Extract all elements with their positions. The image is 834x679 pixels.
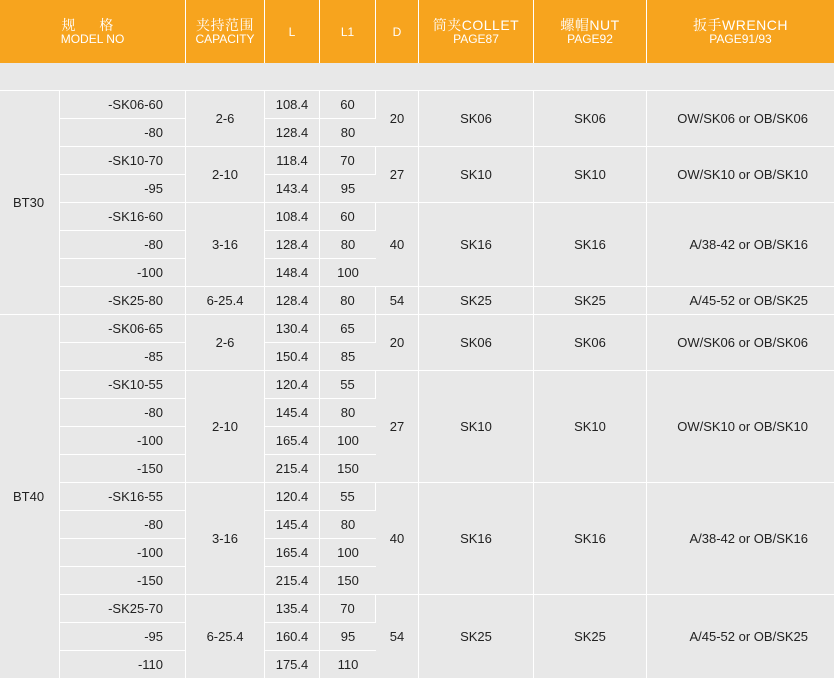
wrench-cell: OW/SK10 or OB/SK10: [647, 147, 834, 203]
l1-cell: 80: [320, 231, 376, 259]
l-cell: 143.4: [265, 175, 320, 203]
model-cell: -150: [60, 567, 186, 595]
l-cell: 148.4: [265, 259, 320, 287]
capacity-cell: 2-10: [186, 147, 265, 203]
model-cell: -150: [60, 455, 186, 483]
d-cell: 27: [376, 371, 419, 483]
capacity-cell: 3-16: [186, 203, 265, 287]
model-cell: -80: [60, 511, 186, 539]
holder-group-cell: BT40: [0, 315, 60, 679]
l1-cell: 80: [320, 511, 376, 539]
nut-cell: SK10: [534, 371, 647, 483]
l1-cell: 100: [320, 259, 376, 287]
table-row: [0, 91, 834, 119]
l1-cell: 80: [320, 119, 376, 147]
table-row: [0, 595, 834, 623]
header-row: [0, 0, 834, 63]
l1-cell: 60: [320, 203, 376, 231]
collet-cell: SK06: [419, 315, 534, 371]
collet-cell: SK16: [419, 203, 534, 287]
d-cell: 54: [376, 287, 419, 315]
model-cell: -SK16-60: [60, 203, 186, 231]
model-header: [0, 0, 186, 63]
l-header: [265, 0, 320, 63]
header-gap: [0, 63, 834, 91]
l-cell: 120.4: [265, 371, 320, 399]
l-header-label: L: [288, 24, 296, 39]
d-cell: 54: [376, 595, 419, 679]
model-cell: -SK25-70: [60, 595, 186, 623]
model-cell: -100: [60, 427, 186, 455]
model-cell: -SK25-80: [60, 287, 186, 315]
l1-cell: 80: [320, 399, 376, 427]
table-body: [0, 91, 834, 679]
nut-header: [534, 0, 647, 63]
model-cell: -100: [60, 259, 186, 287]
nut-header-cn: 螺帽NUT: [560, 16, 620, 33]
l1-cell: 65: [320, 315, 376, 343]
l1-cell: 70: [320, 147, 376, 175]
l-cell: 145.4: [265, 399, 320, 427]
l1-cell: 100: [320, 539, 376, 567]
model-cell: -95: [60, 175, 186, 203]
collet-header-en: PAGE87: [453, 31, 499, 46]
capacity-cell: 2-6: [186, 315, 265, 371]
d-cell: 27: [376, 147, 419, 203]
nut-header-en: PAGE92: [567, 31, 613, 46]
d-header: [376, 0, 419, 63]
d-cell: 20: [376, 315, 419, 371]
capacity-cell: 3-16: [186, 483, 265, 595]
l1-cell: 60: [320, 91, 376, 119]
l-cell: 108.4: [265, 203, 320, 231]
collet-cell: SK25: [419, 595, 534, 679]
model-cell: -SK10-70: [60, 147, 186, 175]
l-cell: 150.4: [265, 343, 320, 371]
l-cell: 160.4: [265, 623, 320, 651]
nut-cell: SK16: [534, 483, 647, 595]
model-header-cn: 规 格: [61, 16, 124, 33]
capacity-header: [186, 0, 265, 63]
header-gap-cell: [0, 63, 834, 91]
table-row: [0, 371, 834, 399]
l-cell: 135.4: [265, 595, 320, 623]
l-cell: 120.4: [265, 483, 320, 511]
nut-cell: SK06: [534, 91, 647, 147]
l-cell: 175.4: [265, 651, 320, 679]
nut-cell: SK25: [534, 595, 647, 679]
table-row: [0, 315, 834, 343]
l-cell: 165.4: [265, 427, 320, 455]
capacity-cell: 6-25.4: [186, 287, 265, 315]
model-cell: -80: [60, 231, 186, 259]
collet-cell: SK25: [419, 287, 534, 315]
model-cell: -95: [60, 623, 186, 651]
model-cell: -80: [60, 399, 186, 427]
wrench-cell: A/38-42 or OB/SK16: [647, 203, 834, 287]
capacity-cell: 2-6: [186, 91, 265, 147]
model-cell: -SK06-60: [60, 91, 186, 119]
l1-cell: 95: [320, 623, 376, 651]
model-header-en: MODEL NO: [60, 31, 125, 46]
capacity-header-cn: 夹持范围: [196, 16, 254, 33]
l-cell: 128.4: [265, 287, 320, 315]
wrench-cell: OW/SK06 or OB/SK06: [647, 91, 834, 147]
d-cell: 20: [376, 91, 419, 147]
table-row: [0, 147, 834, 175]
l1-cell: 95: [320, 175, 376, 203]
holder-group-cell: BT30: [0, 91, 60, 315]
l1-cell: 100: [320, 427, 376, 455]
nut-cell: SK25: [534, 287, 647, 315]
l-cell: 130.4: [265, 315, 320, 343]
d-cell: 40: [376, 203, 419, 287]
l-cell: 145.4: [265, 511, 320, 539]
nut-cell: SK06: [534, 315, 647, 371]
collet-cell: SK16: [419, 483, 534, 595]
table-row: [0, 203, 834, 231]
l1-cell: 80: [320, 287, 376, 315]
l1-cell: 70: [320, 595, 376, 623]
nut-cell: SK16: [534, 203, 647, 287]
model-cell: -80: [60, 119, 186, 147]
capacity-header-en: CAPACITY: [195, 31, 255, 46]
l1-cell: 150: [320, 455, 376, 483]
l1-cell: 55: [320, 371, 376, 399]
collet-header-cn: 筒夹COLLET: [432, 16, 520, 33]
wrench-header: [647, 0, 834, 63]
l-cell: 108.4: [265, 91, 320, 119]
model-cell: -SK16-55: [60, 483, 186, 511]
model-cell: -100: [60, 539, 186, 567]
l1-cell: 150: [320, 567, 376, 595]
l1-cell: 85: [320, 343, 376, 371]
wrench-cell: A/45-52 or OB/SK25: [647, 287, 834, 315]
model-cell: -SK10-55: [60, 371, 186, 399]
capacity-cell: 6-25.4: [186, 595, 265, 679]
wrench-header-cn: 扳手WRENCH: [693, 16, 788, 33]
model-cell: -110: [60, 651, 186, 679]
collet-cell: SK10: [419, 371, 534, 483]
l1-header-label: L1: [340, 24, 355, 39]
l1-header: [320, 0, 376, 63]
collet-header: [419, 0, 534, 63]
wrench-cell: OW/SK10 or OB/SK10: [647, 371, 834, 483]
l-cell: 128.4: [265, 119, 320, 147]
table-row: [0, 287, 834, 315]
wrench-cell: A/38-42 or OB/SK16: [647, 483, 834, 595]
d-cell: 40: [376, 483, 419, 595]
wrench-cell: A/45-52 or OB/SK25: [647, 595, 834, 679]
wrench-header-en: PAGE91/93: [709, 31, 772, 46]
collet-cell: SK10: [419, 147, 534, 203]
collet-cell: SK06: [419, 91, 534, 147]
table-row: [0, 483, 834, 511]
l1-cell: 55: [320, 483, 376, 511]
d-header-label: D: [392, 24, 402, 39]
l1-cell: 110: [320, 651, 376, 679]
l-cell: 128.4: [265, 231, 320, 259]
model-cell: -SK06-65: [60, 315, 186, 343]
model-cell: -85: [60, 343, 186, 371]
l-cell: 215.4: [265, 455, 320, 483]
l-cell: 215.4: [265, 567, 320, 595]
l-cell: 118.4: [265, 147, 320, 175]
wrench-cell: OW/SK06 or OB/SK06: [647, 315, 834, 371]
l-cell: 165.4: [265, 539, 320, 567]
capacity-cell: 2-10: [186, 371, 265, 483]
nut-cell: SK10: [534, 147, 647, 203]
